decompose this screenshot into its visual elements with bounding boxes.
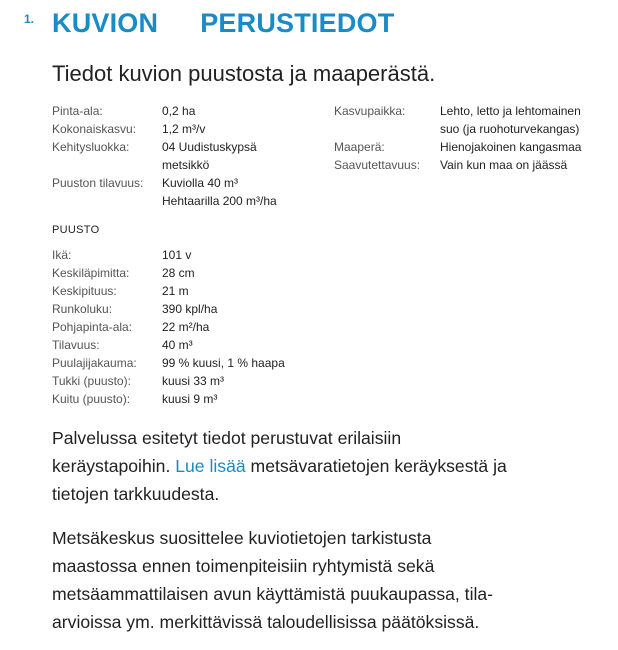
puusto-value: kuusi 9 m³ xyxy=(162,392,218,406)
puusto-label: Keskiläpimitta: xyxy=(52,266,130,280)
puusto-value: 28 cm xyxy=(162,266,195,280)
puusto-row xyxy=(52,390,285,408)
puusto-heading: PUUSTO xyxy=(52,224,100,236)
section-header xyxy=(0,0,618,50)
data-source-paragraph: Palvelussa esitetyt tiedot perustuvat erilaisiin keräystapoihin. Lue lisää metsävaratietojen keräyksestä ja tietojen tarkkuudesta. xyxy=(52,428,507,504)
section-number: 1. xyxy=(24,12,35,26)
section-title-part2: PERUSTIEDOT xyxy=(200,8,395,38)
info-value: 1,2 m³/v xyxy=(162,122,206,136)
puusto-value: 101 v xyxy=(162,248,192,262)
puusto-row xyxy=(52,282,285,300)
info-value: Lehto, letto ja lehtomainen suo (ja ruohoturvekangas) xyxy=(440,104,581,136)
puusto-label: Puulajijakauma: xyxy=(52,356,137,370)
info-row-puuston-tilavuus xyxy=(52,174,277,210)
recommendation-paragraph: Metsäkeskus suosittelee kuviotietojen tarkistusta maastossa ennen toimenpiteisiin ryhtymistä sekä metsäammattilaisen avun käyttämistä puukaupassa, tila- arvioissa ym. merkittävissä taloudellisissa päätöksissä. xyxy=(52,528,494,632)
info-value: 04 Uudistuskypsä metsikkö xyxy=(162,140,257,172)
puusto-row xyxy=(52,336,285,354)
info-label: Maaperä: xyxy=(334,140,385,154)
puusto-row xyxy=(52,318,285,336)
info-row-kasvupaikka xyxy=(334,102,581,138)
section-title xyxy=(52,8,394,39)
basic-info-left xyxy=(52,102,277,210)
info-row-kokonaiskasvu xyxy=(52,120,277,138)
info-label: Puuston tilavuus: xyxy=(52,176,144,190)
read-more-link[interactable]: Lue lisää xyxy=(175,456,246,476)
puusto-table xyxy=(52,246,285,408)
info-row-pinta-ala xyxy=(52,102,277,120)
puusto-row xyxy=(52,354,285,372)
puusto-label: Tukki (puusto): xyxy=(52,374,131,388)
puusto-value: 22 m²/ha xyxy=(162,320,210,334)
puusto-label: Pohjapinta-ala: xyxy=(52,320,133,334)
puusto-row xyxy=(52,372,285,390)
basic-info-right xyxy=(334,102,581,174)
info-row-saavutettavuus xyxy=(334,156,581,174)
info-label: Kasvupaikka: xyxy=(334,104,406,118)
info-label: Pinta-ala: xyxy=(52,104,103,118)
info-value: Vain kun maa on jäässä xyxy=(440,158,568,172)
puusto-label: Ikä: xyxy=(52,248,72,262)
info-label: Kokonaiskasvu: xyxy=(52,122,137,136)
puusto-value: 390 kpl/ha xyxy=(162,302,218,316)
info-label: Kehitysluokka: xyxy=(52,140,130,154)
section-title-part1: KUVION xyxy=(52,8,159,38)
puusto-label: Keskipituus: xyxy=(52,284,117,298)
puusto-label: Kuitu (puusto): xyxy=(52,392,131,406)
puusto-label: Runkoluku: xyxy=(52,302,113,316)
info-row-kehitysluokka xyxy=(52,138,277,174)
info-value: Hienojakoinen kangasmaa xyxy=(440,140,582,154)
puusto-row xyxy=(52,300,285,318)
info-row-maapera xyxy=(334,138,581,156)
puusto-value: 99 % kuusi, 1 % haapa xyxy=(162,356,285,370)
puusto-row xyxy=(52,264,285,282)
puusto-value: 21 m xyxy=(162,284,189,298)
info-value: 0,2 ha xyxy=(162,104,196,118)
puusto-row xyxy=(52,246,285,264)
info-value: Kuviolla 40 m³ Hehtaarilla 200 m³/ha xyxy=(162,176,277,208)
info-label: Saavutettavuus: xyxy=(334,158,421,172)
puusto-label: Tilavuus: xyxy=(52,338,100,352)
section-subtitle: Tiedot kuvion puustosta ja maaperästä. xyxy=(52,61,436,86)
puusto-value: 40 m³ xyxy=(162,338,193,352)
puusto-value: kuusi 33 m³ xyxy=(162,374,225,388)
